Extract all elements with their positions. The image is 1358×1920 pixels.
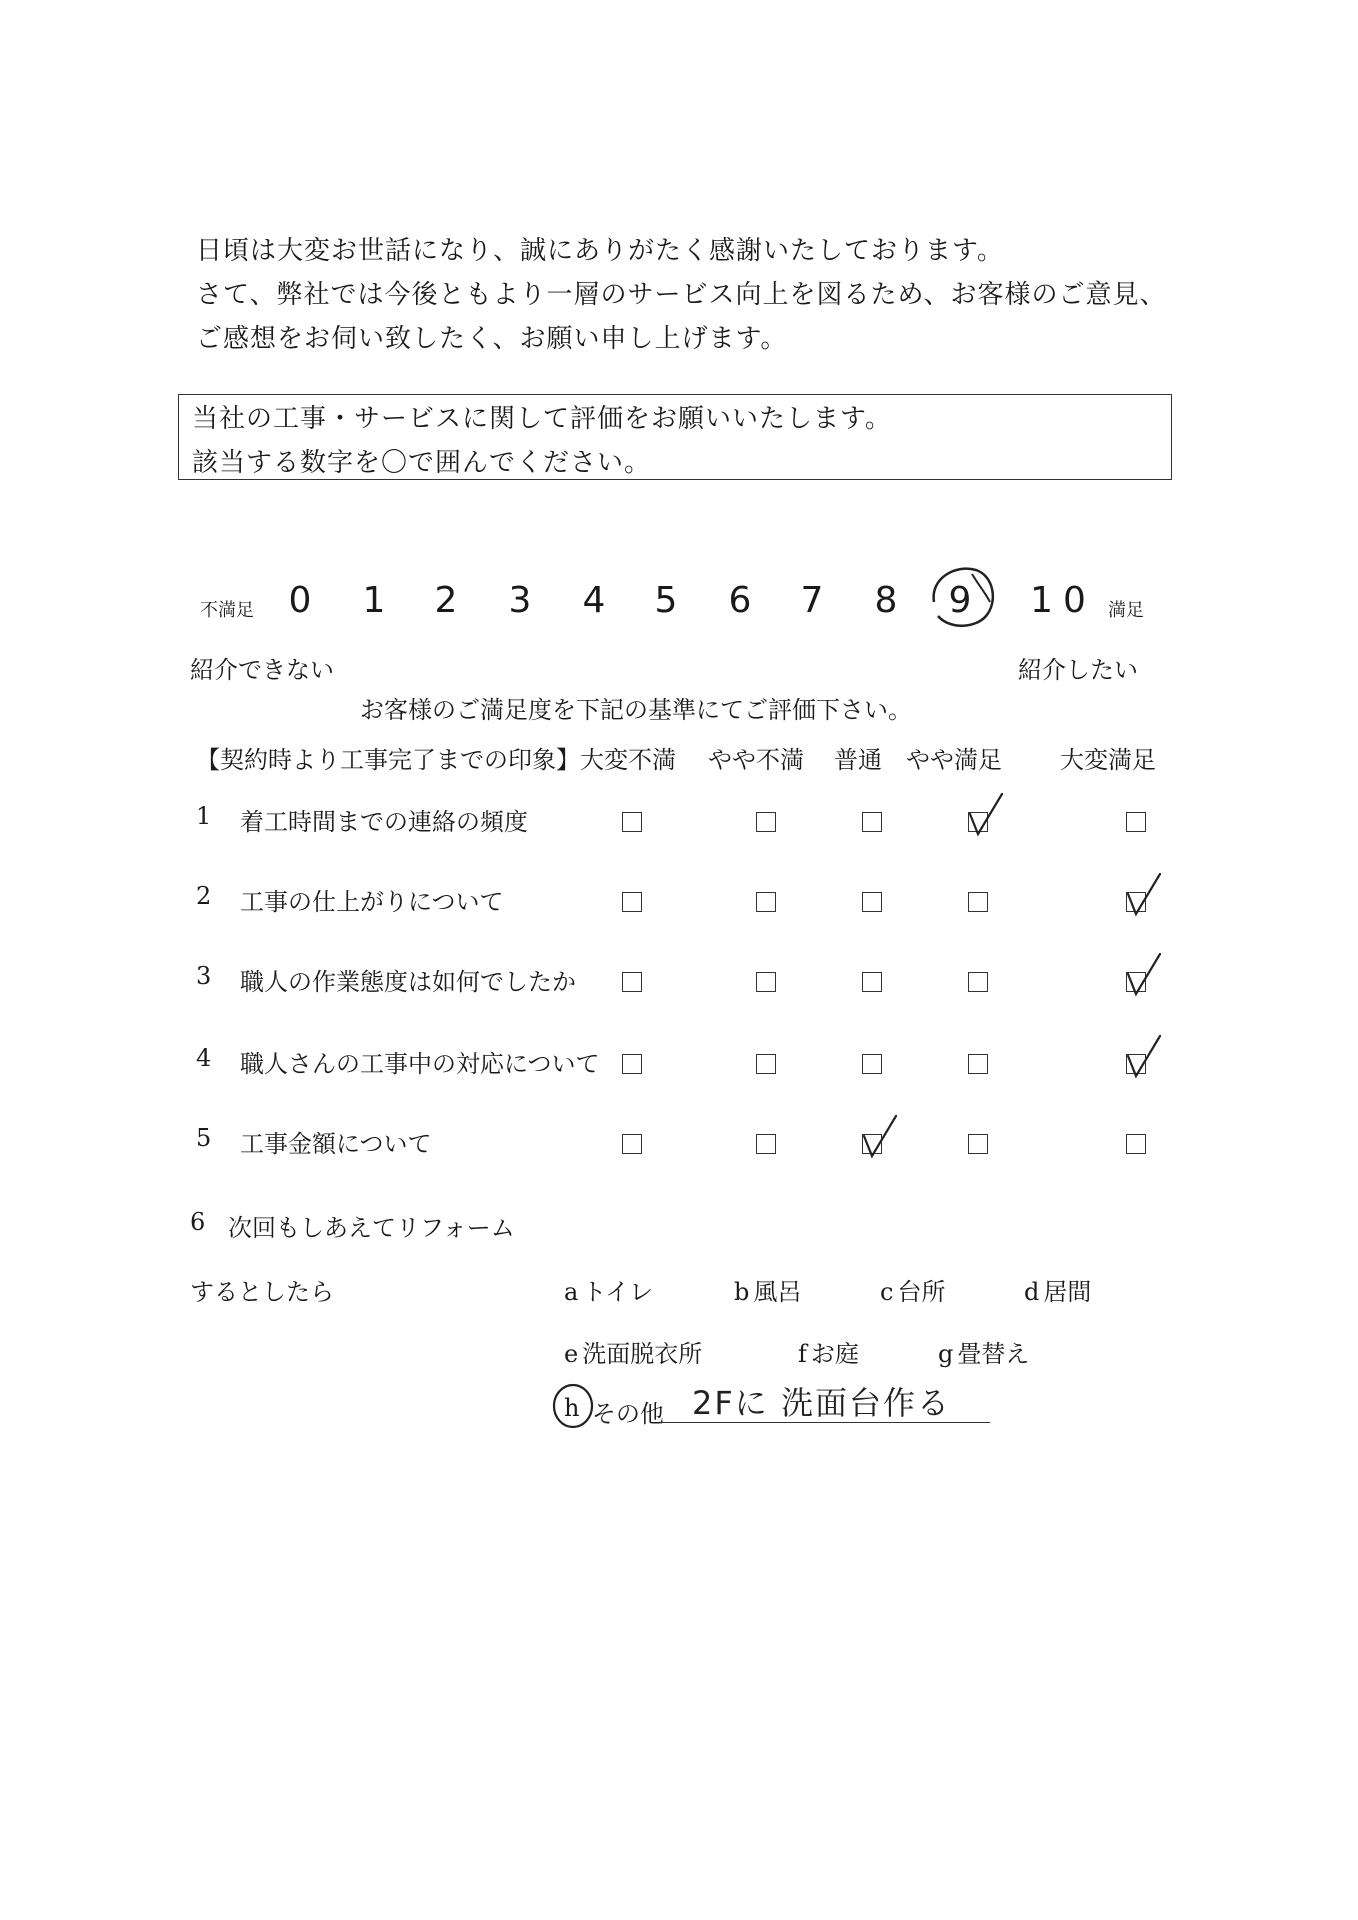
row-number: 4: [196, 1044, 212, 1072]
reform-number: 6: [190, 1208, 206, 1236]
scale-right-label: 満足: [1108, 600, 1144, 621]
reform-question-line-2: するとしたら: [190, 1278, 334, 1306]
column-header-very-dissatisfied: 大変不満: [580, 746, 676, 774]
reform-option-label: お庭: [810, 1340, 859, 1368]
reform-option-key: b: [734, 1278, 750, 1306]
row-number: 5: [196, 1124, 212, 1152]
scale-number-8[interactable]: 8: [874, 580, 898, 621]
reform-option-key: g: [938, 1340, 954, 1368]
row-4-checkbox-3[interactable]: [862, 1054, 882, 1074]
scale-number-10[interactable]: 10: [1030, 580, 1096, 621]
row-question: 職人の作業態度は如何でしたか: [240, 968, 576, 996]
option-h-key[interactable]: h: [564, 1394, 580, 1422]
reform-option-key: e: [564, 1340, 579, 1368]
row-question: 工事金額について: [240, 1130, 432, 1158]
scale-number-0[interactable]: 0: [288, 580, 312, 621]
reform-option-b[interactable]: [734, 1272, 801, 1307]
row-1-checkbox-5[interactable]: [1126, 812, 1146, 832]
scale-number-6[interactable]: 6: [728, 580, 752, 621]
scale-left-caption: 紹介できない: [190, 656, 334, 684]
scale-number-5[interactable]: 5: [654, 580, 678, 621]
reform-option-c[interactable]: [880, 1272, 945, 1307]
row-5-checkbox-2[interactable]: [756, 1134, 776, 1154]
row-5-checkbox-4[interactable]: [968, 1134, 988, 1154]
column-header-very-satisfied: 大変満足: [1060, 746, 1156, 774]
reform-question-line-1: 次回もしあえてリフォーム: [228, 1214, 515, 1242]
reform-option-f[interactable]: [798, 1334, 859, 1369]
row-3-checkbox-1[interactable]: [622, 972, 642, 992]
row-4-checkbox-2[interactable]: [756, 1054, 776, 1074]
section-title: 【契約時より工事完了までの印象】: [196, 746, 580, 774]
row-3-checkbox-3[interactable]: [862, 972, 882, 992]
instruction-line-1: 当社の工事・サービスに関して評価をお願いいたします。: [192, 404, 892, 434]
row-number: 3: [196, 962, 212, 990]
row-5-checkbox-5[interactable]: [1126, 1134, 1146, 1154]
row-1-checkbox-3[interactable]: [862, 812, 882, 832]
row-2-checkbox-2[interactable]: [756, 892, 776, 912]
row-4-checkbox-5[interactable]: [1126, 1054, 1146, 1074]
intro-line-3: ご感想をお伺い致したく、お願い申し上げます。: [196, 324, 788, 354]
column-header-somewhat-dissatisfied: やや不満: [708, 746, 804, 774]
scale-number-7[interactable]: 7: [800, 580, 824, 621]
row-1-checkbox-4[interactable]: [968, 812, 988, 832]
scale-number-2[interactable]: 2: [434, 580, 458, 621]
scale-number-4[interactable]: 4: [582, 580, 606, 621]
row-question: 工事の仕上がりについて: [240, 888, 504, 916]
row-3-checkbox-5[interactable]: [1126, 972, 1146, 992]
reform-option-label: 洗面脱衣所: [582, 1340, 703, 1368]
row-4-checkbox-4[interactable]: [968, 1054, 988, 1074]
reform-option-key: a: [564, 1278, 579, 1306]
reform-option-label: 風呂: [753, 1278, 802, 1306]
other-answer-handwriting[interactable]: 2Fに 洗面台作る: [692, 1384, 951, 1422]
row-3-checkbox-4[interactable]: [968, 972, 988, 992]
row-2-checkbox-4[interactable]: [968, 892, 988, 912]
row-question: 職人さんの工事中の対応について: [240, 1050, 600, 1078]
reform-option-label: 台所: [897, 1278, 946, 1306]
column-header-neutral: 普通: [834, 746, 882, 774]
row-5-checkbox-3[interactable]: [862, 1134, 882, 1154]
row-5-checkbox-1[interactable]: [622, 1134, 642, 1154]
row-1-checkbox-2[interactable]: [756, 812, 776, 832]
reform-option-label: トイレ: [582, 1278, 654, 1306]
reform-option-key: f: [798, 1340, 807, 1368]
instruction-line-2: 該当する数字を〇で囲んでください。: [192, 448, 652, 478]
row-number: 1: [196, 802, 212, 830]
row-2-checkbox-5[interactable]: [1126, 892, 1146, 912]
reform-option-key: d: [1024, 1278, 1040, 1306]
criteria-heading: お客様のご満足度を下記の基準にてご評価下さい。: [360, 696, 912, 724]
reform-option-e[interactable]: [564, 1334, 702, 1369]
scale-number-3[interactable]: 3: [508, 580, 532, 621]
intro-line-2: さて、弊社では今後ともより一層のサービス向上を図るため、お客様のご意見、: [196, 280, 1167, 310]
column-header-somewhat-satisfied: やや満足: [906, 746, 1002, 774]
scale-right-caption: 紹介したい: [1018, 656, 1138, 684]
reform-option-label: 畳替え: [957, 1340, 1030, 1368]
row-2-checkbox-3[interactable]: [862, 892, 882, 912]
row-4-checkbox-1[interactable]: [622, 1054, 642, 1074]
reform-option-a[interactable]: [564, 1272, 653, 1307]
row-3-checkbox-2[interactable]: [756, 972, 776, 992]
scale-left-label: 不満足: [200, 600, 254, 621]
row-1-checkbox-1[interactable]: [622, 812, 642, 832]
scale-number-9[interactable]: 9: [948, 580, 972, 621]
reform-option-g[interactable]: [938, 1334, 1029, 1369]
reform-option-key: c: [880, 1278, 894, 1306]
reform-option-label: 居間: [1043, 1278, 1092, 1306]
row-question: 着工時間までの連絡の頻度: [240, 808, 528, 836]
row-number: 2: [196, 882, 212, 910]
reform-option-d[interactable]: [1024, 1272, 1091, 1307]
scale-number-1[interactable]: 1: [362, 580, 386, 621]
row-2-checkbox-1[interactable]: [622, 892, 642, 912]
intro-line-1: 日頃は大変お世話になり、誠にありがたく感謝いたしております。: [196, 236, 1004, 266]
option-h-label: その他: [592, 1400, 664, 1428]
